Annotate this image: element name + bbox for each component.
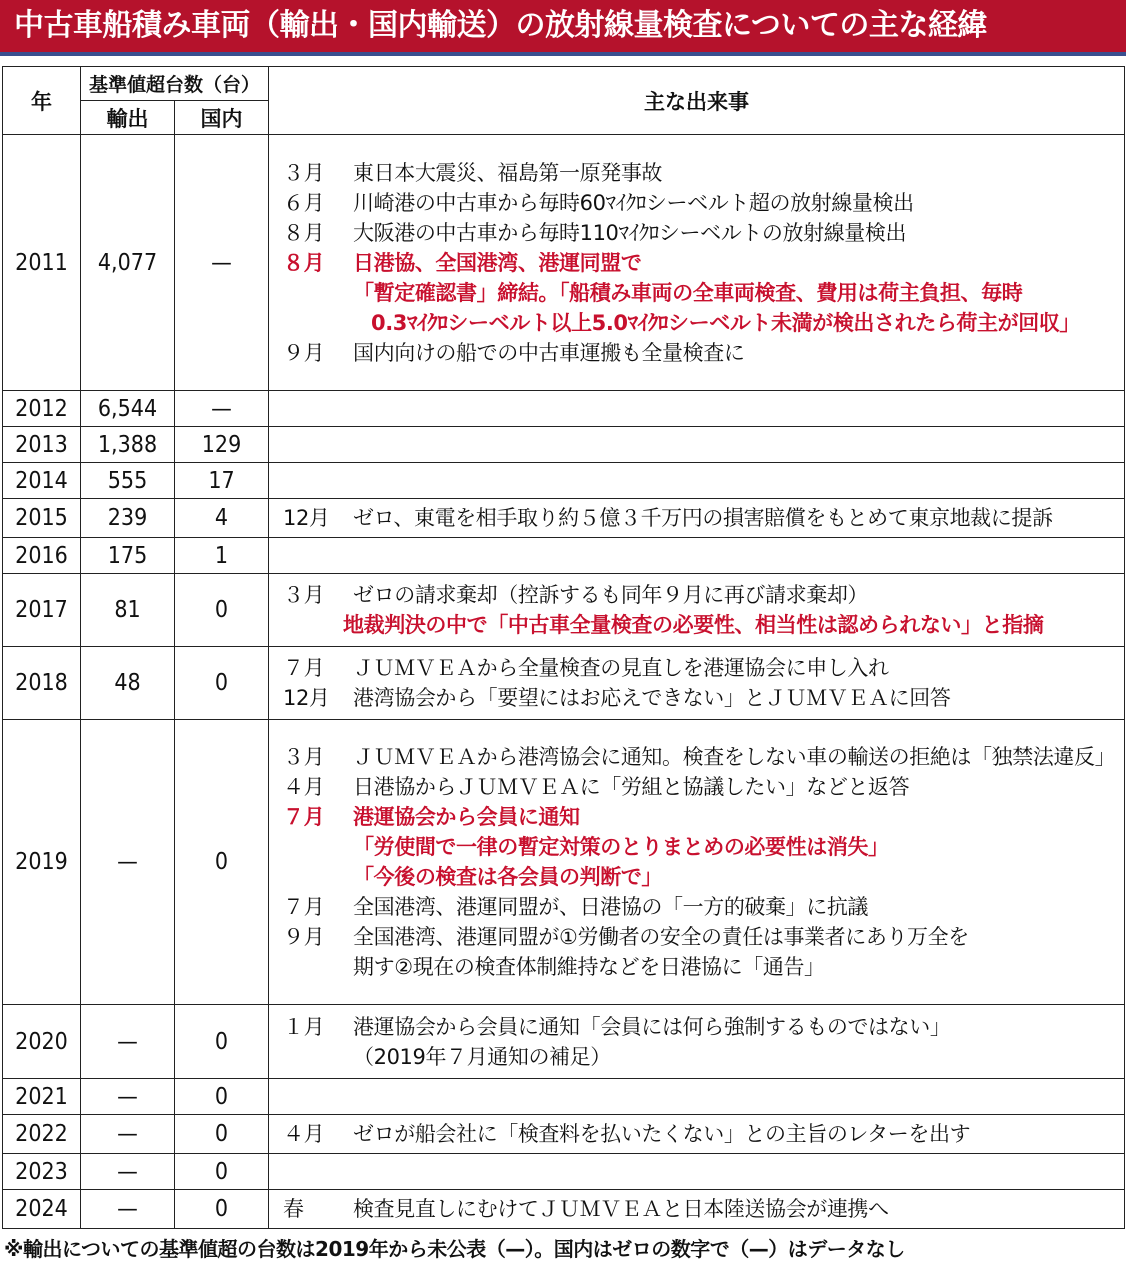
event-month: ８月 [283, 220, 325, 245]
event-text: ゼロが船会社に「検査料を払いたくない」との主旨のレターを出す [353, 1122, 971, 1146]
event-line [283, 218, 1118, 248]
events-cell [269, 463, 1125, 499]
table-row [3, 463, 1125, 499]
event-text: ＪＵＭＶＥＡから港湾協会に通知。検査をしない車の輸送の拒絶は「独禁法違反」 [353, 745, 1116, 769]
table-row [3, 647, 1125, 720]
export-count-cell: — [81, 1190, 175, 1229]
event-line [283, 1042, 1118, 1072]
export-count-cell: 1,388 [81, 427, 175, 463]
history-table [2, 66, 1125, 1229]
table-row [3, 574, 1125, 647]
year-cell: 2023 [3, 1154, 81, 1190]
event-text: 「今後の検査は各会員の判断で」 [353, 865, 663, 889]
event-text: 港湾協会から「要望にはお応えできない」とＪＵＭＶＥＡに回答 [353, 686, 951, 710]
year-cell: 2015 [3, 499, 81, 538]
table-row [3, 720, 1125, 1005]
events-cell [269, 499, 1125, 538]
event-line [283, 742, 1118, 772]
year-cell: 2013 [3, 427, 81, 463]
event-line [283, 278, 1118, 308]
footnote: ※輸出についての基準値超の台数は2019年から未公表（—）。国内はゼロの数字で（—）はデータなし [4, 1237, 905, 1261]
export-count-cell: — [81, 1154, 175, 1190]
domestic-count-cell: 0 [175, 720, 269, 1005]
header-domestic: 国内 [175, 101, 269, 135]
event-month: ７月 [283, 805, 325, 829]
export-count-cell: 4,077 [81, 135, 175, 391]
event-month: ４月 [283, 1122, 325, 1146]
event-line [283, 802, 1118, 832]
domestic-count-cell: 4 [175, 499, 269, 538]
event-text: 検査見直しにむけてＪＵＭＶＥＡと日本陸送協会が連携へ [353, 1197, 889, 1221]
export-count-cell: — [81, 1115, 175, 1154]
year-cell: 2019 [3, 720, 81, 1005]
events-cell [269, 1005, 1125, 1079]
events-cell [269, 135, 1125, 391]
event-text: ゼロの請求棄却（控訴するも同年９月に再び請求棄却） [353, 583, 869, 607]
event-line [283, 610, 1118, 640]
export-count-cell: — [81, 720, 175, 1005]
event-text: （2019年７月通知の補足） [353, 1044, 611, 1069]
event-text: 東日本大震災、福島第一原発事故 [353, 160, 663, 185]
event-line [283, 503, 1118, 533]
table-row [3, 1190, 1125, 1229]
year-cell: 2011 [3, 135, 81, 391]
events-cell [269, 538, 1125, 574]
event-line [283, 653, 1118, 683]
table-row [3, 391, 1125, 427]
event-text: 国内向けの船での中古車運搬も全量検査に [353, 340, 745, 365]
event-month: ３月 [283, 583, 325, 607]
domestic-count-cell: — [175, 135, 269, 391]
export-count-cell: 239 [81, 499, 175, 538]
event-month: １月 [283, 1014, 325, 1039]
event-month: ６月 [283, 190, 325, 215]
domestic-count-cell: 17 [175, 463, 269, 499]
year-cell: 2021 [3, 1079, 81, 1115]
event-line [283, 862, 1118, 892]
event-text: 地裁判決の中で「中古車全量検査の必要性、相当性は認められない」と指摘 [343, 613, 1044, 637]
table-row [3, 135, 1125, 391]
events-cell [269, 1115, 1125, 1154]
year-cell: 2014 [3, 463, 81, 499]
events-cell [269, 720, 1125, 1005]
event-text: 日港協、全国港湾、港運同盟で [353, 250, 642, 275]
event-text: ＪＵＭＶＥＡから全量検査の見直しを港運協会に申し入れ [353, 656, 889, 680]
table-row [3, 1005, 1125, 1079]
year-cell: 2016 [3, 538, 81, 574]
event-month: ９月 [283, 340, 325, 365]
event-month: ９月 [283, 925, 325, 949]
event-line [283, 580, 1118, 610]
domestic-count-cell: 0 [175, 574, 269, 647]
event-line [283, 892, 1118, 922]
domestic-count-cell: 0 [175, 1154, 269, 1190]
events-cell [269, 1079, 1125, 1115]
event-line [283, 1194, 1118, 1224]
events-cell [269, 647, 1125, 720]
event-text: 「労使間で一律の暫定対策のとりまとめの必要性は消失」 [353, 835, 889, 859]
events-cell [269, 391, 1125, 427]
event-text: 港運協会から会員に通知「会員には何ら強制するものではない」 [353, 1014, 951, 1039]
event-text: 大阪港の中古車から毎時110ﾏｲｸﾛシーベルトの放射線量検出 [353, 220, 907, 245]
event-line [283, 248, 1118, 278]
event-line [283, 952, 1118, 982]
event-text: ゼロ、東電を相手取り約５億３千万円の損害賠償をもとめて東京地裁に提訴 [353, 506, 1053, 530]
export-count-cell: 6,544 [81, 391, 175, 427]
event-line [283, 1119, 1118, 1149]
event-line [283, 308, 1118, 338]
table-row [3, 499, 1125, 538]
table-row [3, 1079, 1125, 1115]
event-line [283, 158, 1118, 188]
export-count-cell: — [81, 1079, 175, 1115]
domestic-count-cell: 1 [175, 538, 269, 574]
domestic-count-cell: 129 [175, 427, 269, 463]
event-month: ３月 [283, 160, 325, 185]
event-text: 日港協からＪＵＭＶＥＡに「労組と協議したい」などと返答 [353, 775, 910, 799]
event-text: 全国港湾、港運同盟が、日港協の「一方的破棄」に抗議 [353, 895, 869, 919]
header-export: 輸出 [81, 101, 175, 135]
year-cell: 2022 [3, 1115, 81, 1154]
event-month: ８月 [283, 250, 325, 275]
event-line [283, 832, 1118, 862]
event-text: 川崎港の中古車から毎時60ﾏｲｸﾛシーベルト超の放射線量検出 [353, 190, 914, 215]
year-cell: 2017 [3, 574, 81, 647]
events-cell [269, 1190, 1125, 1229]
export-count-cell: 48 [81, 647, 175, 720]
year-cell: 2020 [3, 1005, 81, 1079]
event-text: 期す②現在の検査体制維持などを日港協に「通告」 [353, 955, 825, 979]
events-cell [269, 574, 1125, 647]
table-row [3, 1154, 1125, 1190]
domestic-count-cell: 0 [175, 1005, 269, 1079]
page-title: 中古車船積み車両（輸出・国内輸送）の放射線量検査についての主な経緯 [0, 0, 1126, 52]
events-cell [269, 1154, 1125, 1190]
year-cell: 2012 [3, 391, 81, 427]
export-count-cell: — [81, 1005, 175, 1079]
event-line [283, 922, 1118, 952]
event-text: 全国港湾、港運同盟が①労働者の安全の責任は事業者にあり万全を [353, 925, 969, 949]
header-year: 年 [3, 67, 81, 135]
event-month: ７月 [283, 895, 325, 919]
event-text: 0.3ﾏｲｸﾛシーベルト以上5.0ﾏｲｸﾛシーベルト未満が検出されたら荷主が回収」 [371, 310, 1081, 335]
event-text: 港運協会から会員に通知 [353, 805, 580, 829]
header-events: 主な出来事 [269, 67, 1125, 135]
event-month: ４月 [283, 775, 325, 799]
domestic-count-cell: 0 [175, 1079, 269, 1115]
event-text: 「暫定確認書」締結。「船積み車両の全車両検査、費用は荷主負担、毎時 [353, 280, 1023, 305]
event-month: ７月 [283, 656, 325, 680]
export-count-cell: 81 [81, 574, 175, 647]
event-month: 12月 [283, 506, 330, 530]
domestic-count-cell: — [175, 391, 269, 427]
export-count-cell: 555 [81, 463, 175, 499]
export-count-cell: 175 [81, 538, 175, 574]
event-line [283, 338, 1118, 368]
event-line [283, 1012, 1118, 1042]
table-row [3, 427, 1125, 463]
year-cell: 2018 [3, 647, 81, 720]
table-row [3, 538, 1125, 574]
event-month: 12月 [283, 686, 330, 710]
events-cell [269, 427, 1125, 463]
domestic-count-cell: 0 [175, 1190, 269, 1229]
table-row [3, 1115, 1125, 1154]
header-over-count: 基準値超台数（台） [81, 67, 269, 101]
domestic-count-cell: 0 [175, 647, 269, 720]
event-line [283, 188, 1118, 218]
year-cell: 2024 [3, 1190, 81, 1229]
event-month: ３月 [283, 745, 325, 769]
event-month: 春 [283, 1197, 304, 1221]
event-line [283, 772, 1118, 802]
event-line [283, 683, 1118, 713]
domestic-count-cell: 0 [175, 1115, 269, 1154]
